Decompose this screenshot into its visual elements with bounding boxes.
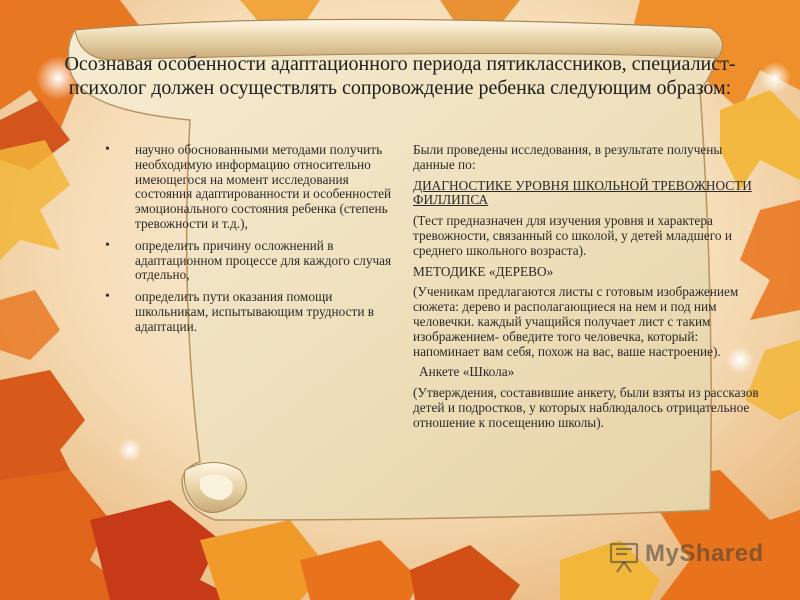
method-phillips-description: (Тест предназначен для изучения уровня и характера тревожности, связанный со школой, у детей младшего и среднего школьного возраста). — [413, 213, 732, 258]
watermark-my: My — [645, 540, 680, 567]
list-item-text: определить причину осложнений в адаптационном процессе для каждого случая отдельно, — [135, 237, 392, 283]
method-school-description: (Утверждения, составившие анкету, были взяты из рассказов детей и подростков, у которых наблюдалось отрицательное отношение к посещению школы). — [413, 385, 759, 430]
research-intro: Были проведены исследования, в результате получены данные по: — [413, 142, 723, 172]
list-item — [103, 290, 393, 334]
adaptation-steps-list — [103, 143, 393, 342]
bullet-icon: • — [105, 289, 110, 305]
list-item-text: определить пути оказания помощи школьникам, испытывающим трудности в адаптации. — [135, 289, 375, 334]
bullet-icon: • — [105, 142, 110, 157]
method-phillips-name: ДИАГНОСТИКЕ УРОВНЯ ШКОЛЬНОЙ ТРЕВОЖНОСТИ ФИЛЛИПСА — [413, 177, 752, 208]
research-results-column — [413, 143, 759, 437]
list-item-text: научно обоснованными методами получить необходимую информацию относительно имеющегося на момент исследования состояния адаптированности и особенностей эмоционального состояния ребенка (степень тревожности и т.д.), — [135, 142, 392, 231]
watermark-shared: Shared — [679, 540, 764, 567]
bullet-icon: • — [105, 237, 110, 253]
method-tree-name: МЕТОДИКЕ «ДЕРЕВО» — [413, 263, 554, 279]
slide-title: Осознавая особенности адаптационного периода пятиклассников, специалист-психолог должен осуществлять сопровождение ребенка следующим образом: — [64, 53, 736, 99]
myshared-watermark — [645, 540, 764, 568]
list-item — [103, 143, 393, 232]
method-school-name: Анкете «Школа» — [419, 364, 515, 380]
list-item — [103, 239, 393, 283]
method-tree-description: (Ученикам предлагаются листы с готовым изображением сюжета: дерево и располагающиеся на нем и под ним человечки. каждый учащийся получает лист с таким изображением- обведите того человечка, который: напоминает вам себя, похож на вас, ваше настроение). — [413, 284, 739, 359]
